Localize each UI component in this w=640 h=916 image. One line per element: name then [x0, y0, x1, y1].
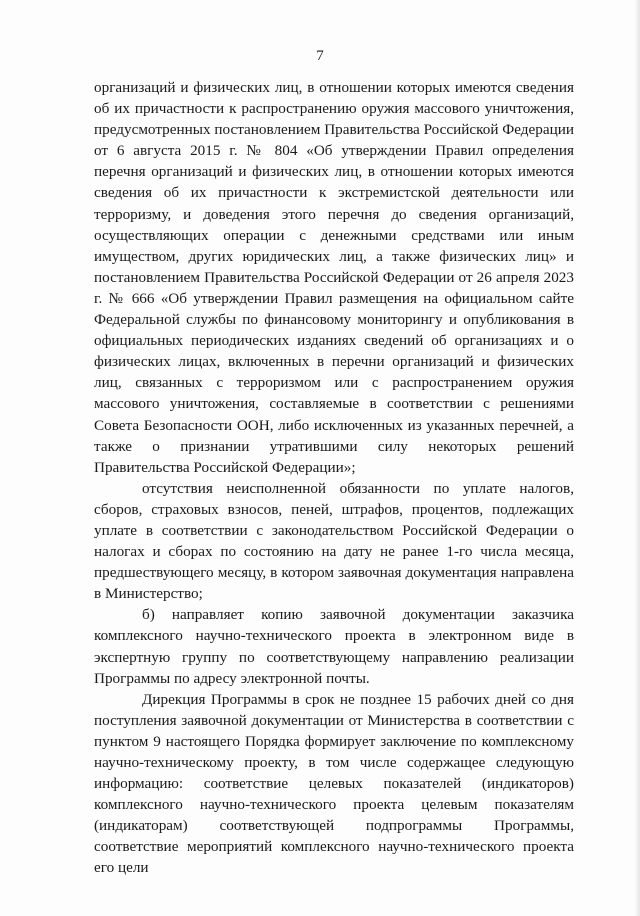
paragraph-continuation: организаций и физических лиц, в отношении которых имеются сведения об их причастности к распространению оружия массового уничтожения, предусмотренных постановлением Правительства Российской Федерации от 6 августа 2015 г. № 804 «Об утверждении Правил определения перечня организаций и физических лиц, в отношении которых имеются сведения об их причастности к экстремистской деятельности или терроризму, и доведения этого перечня до сведения организаций, осуществляющих операции с денежными средствами или иным имуществом, других юридических лиц, а также физических лиц» и постановлением Правительства Российской Федерации от 26 апреля 2023 г. № 666 «Об утверждении Правил размещения на официальном сайте Федеральной службы по финансовому мониторингу и опубликования в официальных периодических изданиях сведений об организациях и о физических лицах, включенных в перечни организаций и физических лиц, связанных с терроризмом или с распространением оружия массового уничтожения, составляемые в соответствии с решениями Совета Безопасности ООН, либо исключенных из указанных перечней, а также о признании утратившими силу некоторых решений Правительства Российской Федерации»;: [94, 79, 574, 476]
paragraph-directorate: Дирекция Программы в срок не позднее 15 рабочих дней со дня поступления заявочной документации от Министерства в соответствии с пунктом 9 настоящего Порядка формирует заключение по комплексному научно-техническому проекту, в том числе содержащее следующую информацию: соответствие целевых показателей (индикаторов) комплексного научно-технического проекта целевым показателям (индикаторам) соответствующей подпрограммы Программы, соответствие мероприятий комплексного научно-технического проекта его цели: [94, 690, 574, 877]
page-number: 7: [316, 48, 324, 64]
paragraph-tax-obligations: отсутствия неисполненной обязанности по уплате налогов, сборов, страховых взносов, пеней, штрафов, процентов, подлежащих уплате в соответствии с законодательством Российской Федерации о налогах и сборах по состоянию на дату не ранее 1-го числа месяца, предшествующего месяцу, в котором заявочная документация направлена в Министерство;: [94, 479, 574, 603]
body-text: [94, 77, 574, 879]
page-edge-shadow: [634, 0, 640, 916]
paragraph-item-b: б) направляет копию заявочной документации заказчика комплексного научно-технического проекта в электронном виде в экспертную группу по соответствующему направлению реализации Программы по адресу электронной почты.: [94, 606, 574, 687]
